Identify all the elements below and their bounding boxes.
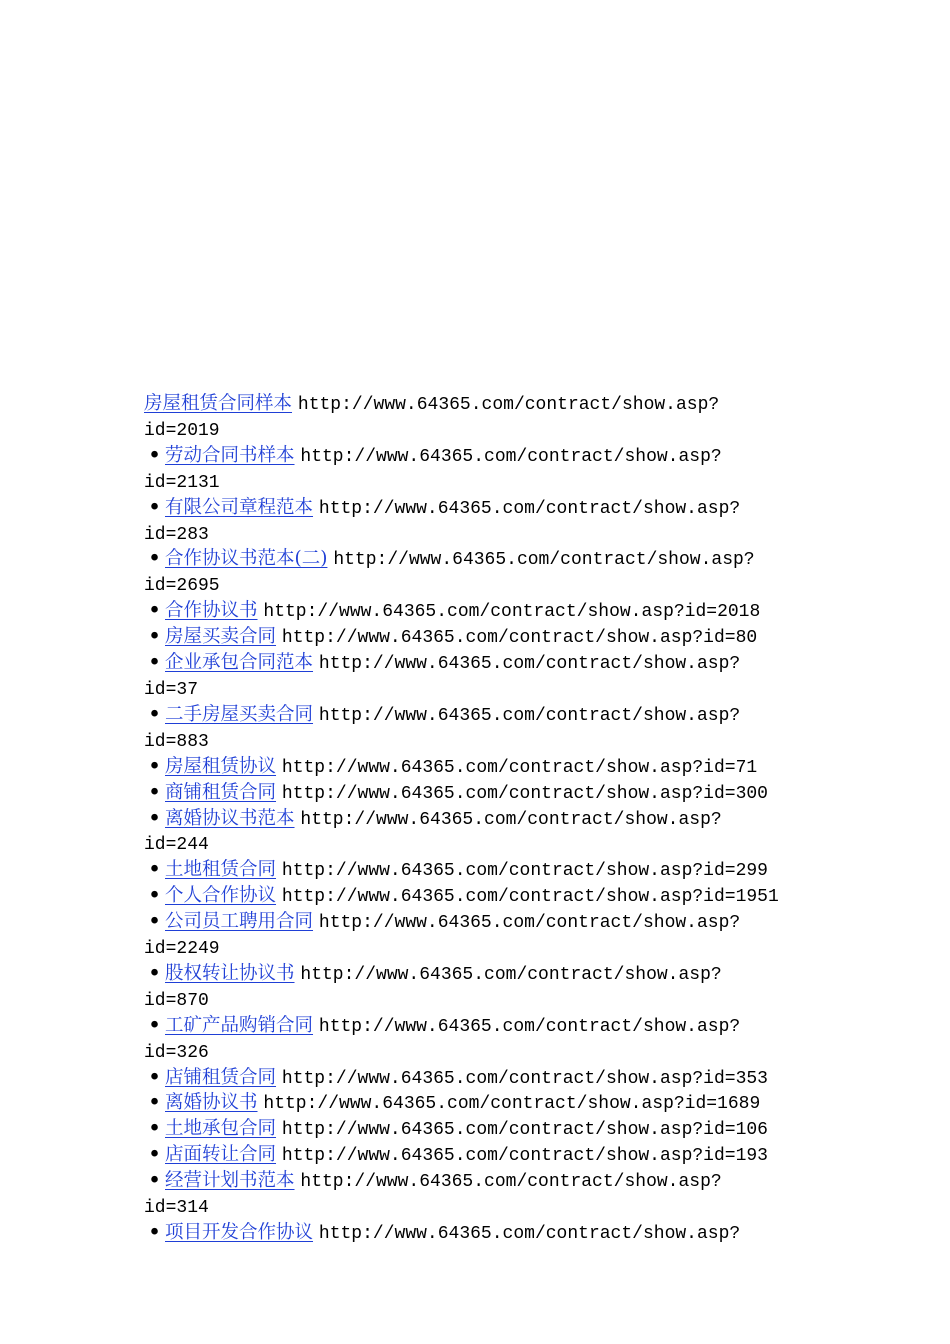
list-item xyxy=(144,910,824,962)
contract-title-link[interactable]: 房屋租赁合同样本 xyxy=(144,393,293,414)
list-item xyxy=(144,1014,824,1066)
contract-url: http://www.64365.com/contract/show.asp?id=193 xyxy=(281,1146,768,1167)
list-item xyxy=(144,1169,824,1221)
contract-title-link[interactable]: 个人合作协议 xyxy=(165,885,277,907)
contract-url: http://www.64365.com/contract/show.asp?id=299 xyxy=(281,861,768,882)
contract-title-link[interactable]: 商铺租赁合同 xyxy=(165,781,277,803)
contract-url-continued: id=37 xyxy=(144,679,199,700)
list-item xyxy=(144,1091,824,1117)
list-item xyxy=(144,1117,824,1143)
contract-url-continued: id=326 xyxy=(144,1042,209,1063)
contract-title-link[interactable]: 土地租赁合同 xyxy=(165,859,277,881)
bullet-icon: • xyxy=(148,962,161,984)
list-item xyxy=(144,1143,824,1169)
bullet-icon: • xyxy=(148,1118,161,1140)
contract-url-continued: id=314 xyxy=(144,1198,209,1219)
list-item xyxy=(144,625,824,651)
contract-url: http://www.64365.com/contract/show.asp? xyxy=(318,705,741,726)
bullet-icon: • xyxy=(148,1222,161,1243)
list-item xyxy=(144,781,824,807)
bullet-icon: • xyxy=(148,781,161,803)
bullet-icon: • xyxy=(148,444,161,466)
contract-url-continued: id=2249 xyxy=(144,939,220,960)
contract-title-link[interactable]: 股权转让协议书 xyxy=(165,962,295,984)
bullet-icon: • xyxy=(148,859,161,881)
bullet-icon: • xyxy=(148,496,161,518)
list-item xyxy=(144,392,824,444)
bullet-icon: • xyxy=(148,885,161,907)
contract-url: http://www.64365.com/contract/show.asp? xyxy=(333,550,755,571)
contract-url: http://www.64365.com/contract/show.asp?id=1689 xyxy=(263,1094,761,1115)
list-item xyxy=(144,444,824,496)
contract-title-link[interactable]: 项目开发合作协议 xyxy=(165,1222,314,1243)
list-item xyxy=(144,703,824,755)
list-item xyxy=(144,1066,824,1092)
contract-url: http://www.64365.com/contract/show.asp? xyxy=(300,446,722,467)
contract-url-continued: id=870 xyxy=(144,990,209,1011)
bullet-icon: • xyxy=(148,626,161,648)
contract-url: http://www.64365.com/contract/show.asp? xyxy=(318,498,741,519)
contract-title-link[interactable]: 店铺租赁合同 xyxy=(165,1066,277,1088)
bullet-icon: • xyxy=(148,652,161,674)
contract-title-link[interactable]: 企业承包合同范本 xyxy=(165,652,314,674)
bullet-icon: • xyxy=(148,1092,161,1114)
contract-url: http://www.64365.com/contract/show.asp?id=1951 xyxy=(281,887,779,908)
bullet-icon: • xyxy=(148,600,161,622)
contract-title-link[interactable]: 房屋买卖合同 xyxy=(165,626,277,648)
list-item xyxy=(144,1221,824,1247)
contract-title-link[interactable]: 公司员工聘用合同 xyxy=(165,911,314,933)
contract-title-link[interactable]: 离婚协议书范本 xyxy=(165,807,295,829)
bullet-icon: • xyxy=(148,548,161,570)
list-item xyxy=(144,807,824,859)
contract-url-continued: id=2695 xyxy=(144,576,220,597)
contract-title-link[interactable]: 房屋租赁协议 xyxy=(165,755,277,777)
contract-url-continued: id=244 xyxy=(144,835,209,856)
contract-link-list xyxy=(144,392,824,1247)
contract-title-link[interactable]: 合作协议书范本(二) xyxy=(165,548,328,570)
list-item xyxy=(144,858,824,884)
contract-url: http://www.64365.com/contract/show.asp? xyxy=(300,964,722,985)
contract-url: http://www.64365.com/contract/show.asp?id=106 xyxy=(281,1120,768,1141)
contract-title-link[interactable]: 工矿产品购销合同 xyxy=(165,1014,314,1036)
bullet-icon: • xyxy=(148,755,161,777)
contract-title-link[interactable]: 合作协议书 xyxy=(165,600,258,622)
contract-title-link[interactable]: 离婚协议书 xyxy=(165,1092,258,1114)
list-item xyxy=(144,962,824,1014)
contract-url-continued: id=2019 xyxy=(144,420,220,441)
contract-title-link[interactable]: 店面转让合同 xyxy=(165,1144,277,1166)
contract-url: http://www.64365.com/contract/show.asp? xyxy=(318,1224,741,1244)
bullet-icon: • xyxy=(148,703,161,725)
contract-title-link[interactable]: 经营计划书范本 xyxy=(165,1170,295,1192)
contract-url: http://www.64365.com/contract/show.asp? xyxy=(300,1172,722,1193)
contract-url: http://www.64365.com/contract/show.asp?id=80 xyxy=(281,628,758,649)
bullet-icon: • xyxy=(148,807,161,829)
list-item xyxy=(144,547,824,599)
contract-url: http://www.64365.com/contract/show.asp? xyxy=(300,809,722,830)
contract-url: http://www.64365.com/contract/show.asp?id=353 xyxy=(281,1068,768,1089)
contract-url: http://www.64365.com/contract/show.asp?id=2018 xyxy=(263,602,761,623)
contract-url-continued: id=883 xyxy=(144,731,209,752)
bullet-icon: • xyxy=(148,1014,161,1036)
list-item xyxy=(144,651,824,703)
list-item xyxy=(144,496,824,548)
contract-url: http://www.64365.com/contract/show.asp?id=71 xyxy=(281,757,758,778)
contract-url: http://www.64365.com/contract/show.asp? xyxy=(318,1016,741,1037)
bullet-icon: • xyxy=(148,1066,161,1088)
contract-url: http://www.64365.com/contract/show.asp? xyxy=(318,654,741,675)
bullet-icon: • xyxy=(148,911,161,933)
list-item xyxy=(144,599,824,625)
contract-url: http://www.64365.com/contract/show.asp? xyxy=(297,395,720,415)
list-item xyxy=(144,755,824,781)
contract-title-link[interactable]: 劳动合同书样本 xyxy=(165,444,295,466)
contract-url: http://www.64365.com/contract/show.asp? xyxy=(318,913,741,934)
bullet-icon: • xyxy=(148,1170,161,1192)
contract-title-link[interactable]: 二手房屋买卖合同 xyxy=(165,703,314,725)
contract-url: http://www.64365.com/contract/show.asp?id=300 xyxy=(281,783,768,804)
contract-url-continued: id=283 xyxy=(144,524,209,545)
list-item xyxy=(144,884,824,910)
contract-title-link[interactable]: 有限公司章程范本 xyxy=(165,496,314,518)
contract-title-link[interactable]: 土地承包合同 xyxy=(165,1118,277,1140)
bullet-icon: • xyxy=(148,1144,161,1166)
contract-url-continued: id=2131 xyxy=(144,472,220,493)
